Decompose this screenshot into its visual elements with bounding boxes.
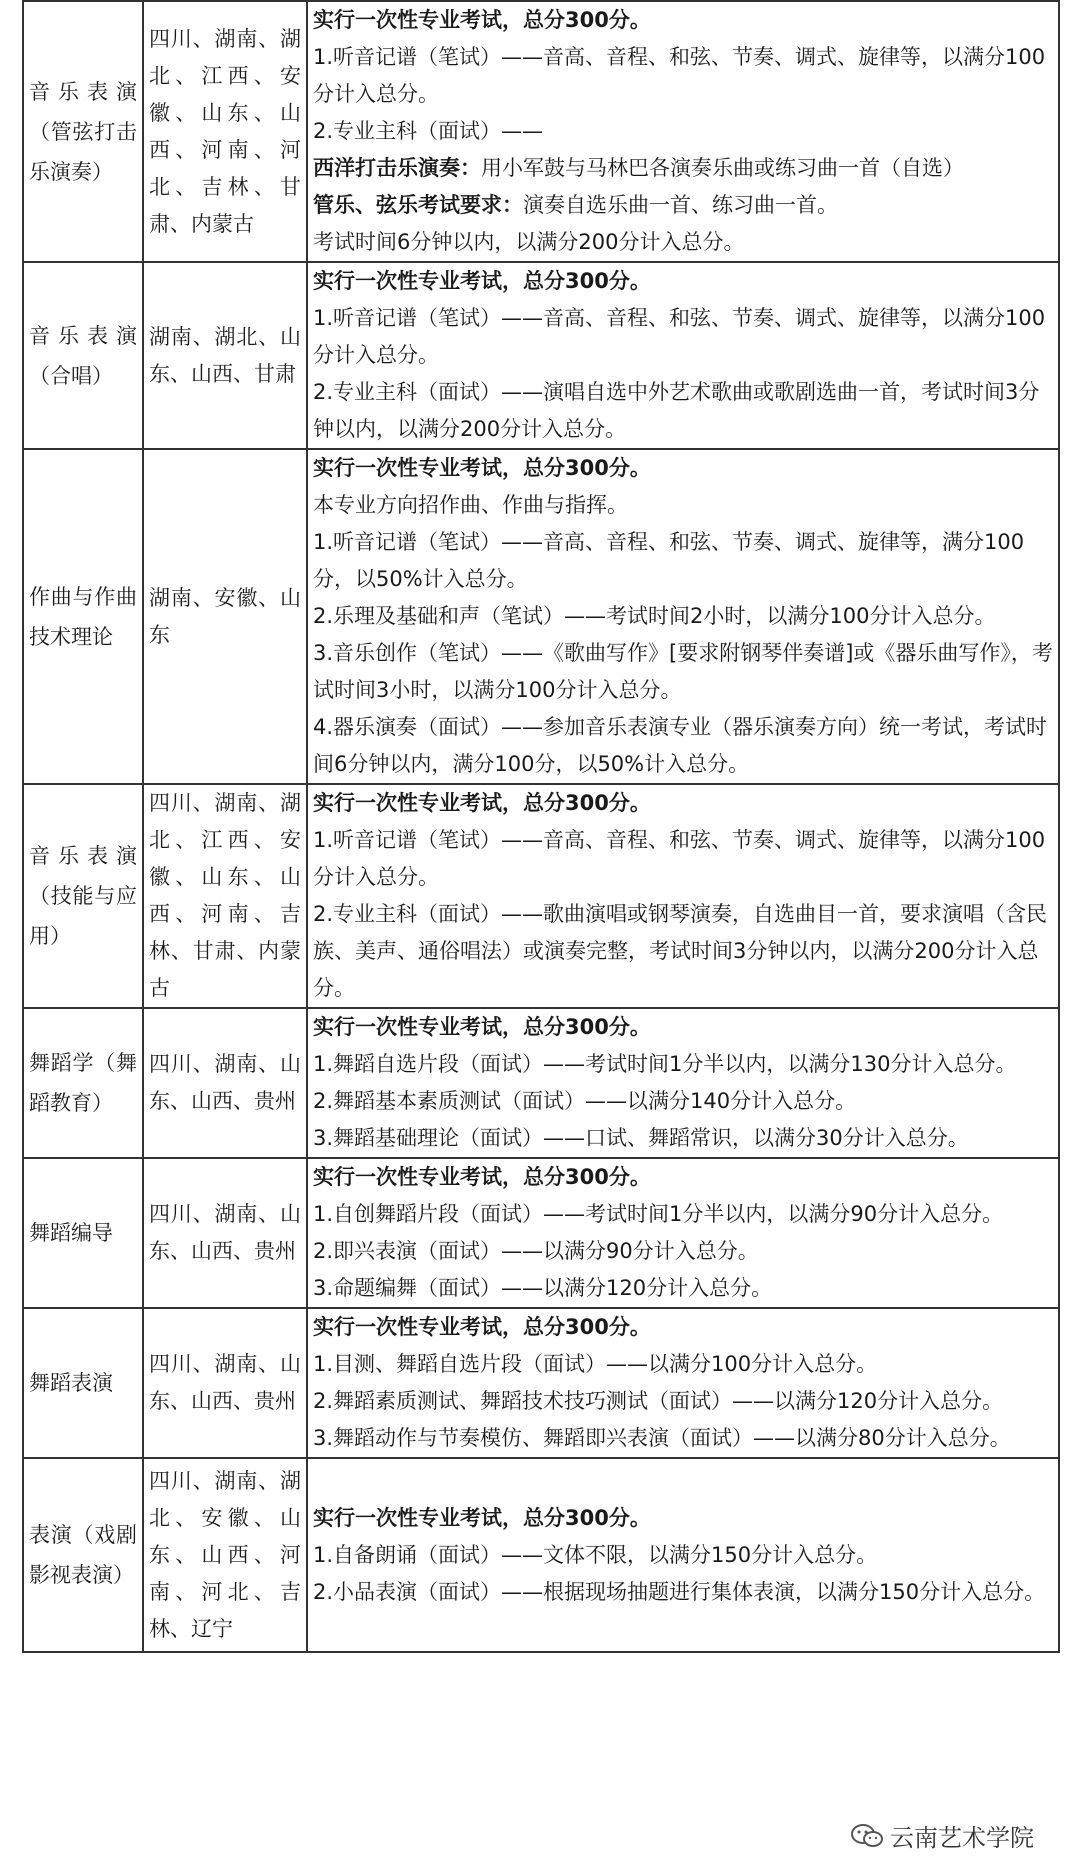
provinces-cell: 四川、湖南、山东、山西、贵州 <box>143 1158 307 1308</box>
table-row <box>23 1158 1059 1308</box>
requirement-line: 2.专业主科（面试）——歌曲演唱或钢琴演奏，自选曲目一首，要求演唱（含民族、美声、通俗唱法）或演奏完整，考试时间3分钟以内，以满分200分计入总分。 <box>313 902 1048 1000</box>
table-row <box>23 1458 1059 1652</box>
provinces-cell: 四川、湖南、湖北、安徽、山东、山西、河南、河北、吉林、辽宁 <box>143 1458 307 1652</box>
provinces-cell: 四川、湖南、湖北、江西、安徽、山东、山西、河南、河北、吉林、甘肃、内蒙古 <box>143 1 307 262</box>
major-cell: 舞蹈编导 <box>23 1158 143 1308</box>
table-row <box>23 262 1059 449</box>
requirement-line <box>313 150 1053 187</box>
requirement-title: 实行一次性专业考试，总分300分。 <box>313 1165 651 1189</box>
requirement-line: 考试时间6分钟以内，以满分200分计入总分。 <box>313 230 745 254</box>
requirement-line: 2.乐理及基础和声（笔试）——考试时间2小时，以满分100分计入总分。 <box>313 604 996 628</box>
major-cell: 音乐表演（技能与应用） <box>23 784 143 1008</box>
requirement-label: 管乐、弦乐考试要求： <box>313 193 523 217</box>
major-cell: 音乐表演（管弦打击乐演奏） <box>23 1 143 262</box>
requirements-cell <box>307 1308 1059 1458</box>
major-cell: 舞蹈表演 <box>23 1308 143 1458</box>
requirement-text: 用小军鼓与马林巴各演奏乐曲或练习曲一首（自选） <box>481 156 964 180</box>
requirement-line: 2.即兴表演（面试）——以满分90分计入总分。 <box>313 1239 759 1263</box>
requirements-cell <box>307 784 1059 1008</box>
provinces-cell: 四川、湖南、湖北、江西、安徽、山东、山西、河南、吉林、甘肃、内蒙古 <box>143 784 307 1008</box>
requirement-line: 本专业方向招作曲、作曲与指挥。 <box>313 493 628 517</box>
requirement-line: 3.舞蹈动作与节奏模仿、舞蹈即兴表演（面试）——以满分80分计入总分。 <box>313 1426 1011 1450</box>
requirement-label: 西洋打击乐演奏： <box>313 156 481 180</box>
requirement-line: 1.目测、舞蹈自选片段（面试）——以满分100分计入总分。 <box>313 1352 878 1376</box>
requirement-line: 3.命题编舞（面试）——以满分120分计入总分。 <box>313 1276 773 1300</box>
wechat-icon <box>850 1823 884 1849</box>
requirement-title: 实行一次性专业考试，总分300分。 <box>313 456 651 480</box>
requirement-title: 实行一次性专业考试，总分300分。 <box>313 269 651 293</box>
requirements-cell <box>307 1458 1059 1652</box>
table-row <box>23 784 1059 1008</box>
requirement-title: 实行一次性专业考试，总分300分。 <box>313 791 651 815</box>
requirements-cell <box>307 262 1059 449</box>
table-row <box>23 1 1059 262</box>
provinces-cell: 湖南、湖北、山东、山西、甘肃 <box>143 262 307 449</box>
requirement-line: 3.舞蹈基础理论（面试）——口试、舞蹈常识，以满分30分计入总分。 <box>313 1126 969 1150</box>
watermark <box>850 1818 1034 1853</box>
requirement-line: 1.听音记谱（笔试）——音高、音程、和弦、节奏、调式、旋律等，满分100分，以50%计入总分。 <box>313 530 1025 591</box>
major-cell: 表演（戏剧影视表演） <box>23 1458 143 1652</box>
major-cell: 音乐表演（合唱） <box>23 262 143 449</box>
requirement-line: 2.舞蹈素质测试、舞蹈技术技巧测试（面试）——以满分120分计入总分。 <box>313 1389 1004 1413</box>
requirement-line: 3.音乐创作（笔试）——《歌曲写作》[要求附钢琴伴奏谱]或《器乐曲写作》，考试时间3小时，以满分100分计入总分。 <box>313 641 1053 702</box>
requirement-line: 1.听音记谱（笔试）——音高、音程、和弦、节奏、调式、旋律等，以满分100分计入总分。 <box>313 306 1046 367</box>
table-row <box>23 1008 1059 1158</box>
requirement-title: 实行一次性专业考试，总分300分。 <box>313 8 651 32</box>
watermark-text: 云南艺术学院 <box>890 1824 1034 1852</box>
requirement-line: 4.器乐演奏（面试）——参加音乐表演专业（器乐演奏方向）统一考试，考试时间6分钟以内，满分100分，以50%计入总分。 <box>313 715 1048 776</box>
table-row <box>23 1308 1059 1458</box>
requirement-line: 2.专业主科（面试）——演唱自选中外艺术歌曲或歌剧选曲一首，考试时间3分钟以内，以满分200分计入总分。 <box>313 380 1040 441</box>
requirement-text: 演奏自选乐曲一首、练习曲一首。 <box>523 193 838 217</box>
provinces-cell: 四川、湖南、山东、山西、贵州 <box>143 1008 307 1158</box>
requirement-title: 实行一次性专业考试，总分300分。 <box>313 1315 651 1339</box>
requirement-line: 1.舞蹈自选片段（面试）——考试时间1分半以内，以满分130分计入总分。 <box>313 1052 1017 1076</box>
requirement-line: 2.小品表演（面试）——根据现场抽题进行集体表演，以满分150分计入总分。 <box>313 1579 1046 1604</box>
requirement-title: 实行一次性专业考试，总分300分。 <box>313 1015 651 1039</box>
requirements-cell <box>307 1008 1059 1158</box>
requirement-title: 实行一次性专业考试，总分300分。 <box>313 1505 651 1530</box>
requirements-cell <box>307 1 1059 262</box>
requirement-line: 1.自备朗诵（面试）——文体不限，以满分150分计入总分。 <box>313 1542 878 1567</box>
provinces-cell: 湖南、安徽、山东 <box>143 449 307 784</box>
requirements-cell <box>307 449 1059 784</box>
requirements-cell <box>307 1158 1059 1308</box>
requirement-line: 2.专业主科（面试）—— <box>313 119 544 143</box>
requirement-line: 1.自创舞蹈片段（面试）——考试时间1分半以内，以满分90分计入总分。 <box>313 1202 1004 1226</box>
admission-table <box>22 0 1060 1653</box>
requirement-line <box>313 187 1053 224</box>
major-cell: 作曲与作曲技术理论 <box>23 449 143 784</box>
requirement-line: 2.舞蹈基本素质测试（面试）——以满分140分计入总分。 <box>313 1089 857 1113</box>
major-cell: 舞蹈学（舞蹈教育） <box>23 1008 143 1158</box>
requirement-line: 1.听音记谱（笔试）——音高、音程、和弦、节奏、调式、旋律等，以满分100分计入总分。 <box>313 828 1046 889</box>
table-row <box>23 449 1059 784</box>
provinces-cell: 四川、湖南、山东、山西、贵州 <box>143 1308 307 1458</box>
requirement-line: 1.听音记谱（笔试）——音高、音程、和弦、节奏、调式、旋律等，以满分100分计入总分。 <box>313 45 1046 106</box>
